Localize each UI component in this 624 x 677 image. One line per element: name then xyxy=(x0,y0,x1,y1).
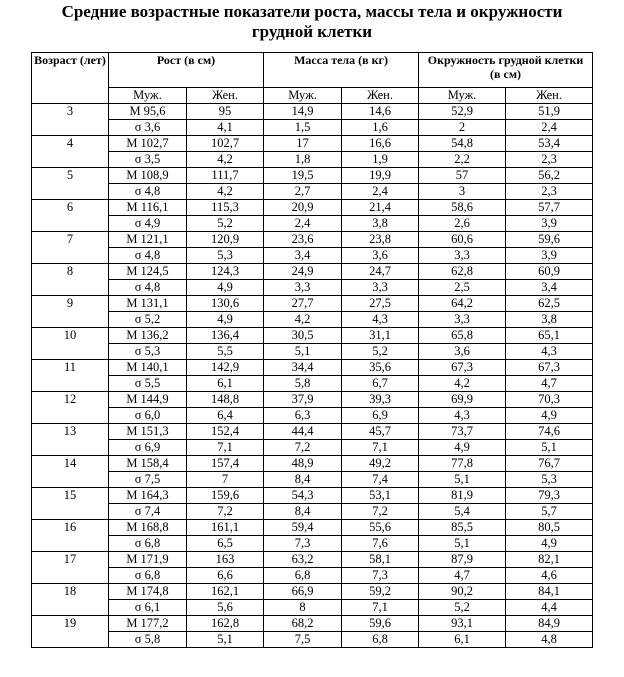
mean-cell: 59,2 xyxy=(342,584,419,600)
mean-cell: М 121,1 xyxy=(109,232,187,248)
mean-cell: 14,6 xyxy=(342,104,419,120)
table-row xyxy=(32,168,593,184)
mean-cell: 53,4 xyxy=(506,136,593,152)
sd-cell: σ 7,4 xyxy=(109,504,187,520)
mean-cell: 124,3 xyxy=(187,264,264,280)
sd-cell: σ 4,8 xyxy=(109,248,187,264)
table-row xyxy=(32,360,593,376)
mean-cell: 159,6 xyxy=(187,488,264,504)
sd-cell: 2,2 xyxy=(419,152,506,168)
mean-cell: 58,1 xyxy=(342,552,419,568)
sd-cell: 3,8 xyxy=(342,216,419,232)
table-row xyxy=(32,248,593,264)
sd-cell: 1,8 xyxy=(264,152,342,168)
mean-cell: 57,7 xyxy=(506,200,593,216)
sd-cell: σ 5,3 xyxy=(109,344,187,360)
mean-cell: 81,9 xyxy=(419,488,506,504)
mean-cell: 60,9 xyxy=(506,264,593,280)
age-cell: 12 xyxy=(32,392,109,424)
sd-cell: 3,9 xyxy=(506,248,593,264)
mean-cell: М 131,1 xyxy=(109,296,187,312)
mean-cell: 152,4 xyxy=(187,424,264,440)
mean-cell: 17 xyxy=(264,136,342,152)
table-row xyxy=(32,104,593,120)
sd-cell: 1,6 xyxy=(342,120,419,136)
mean-cell: 84,9 xyxy=(506,616,593,632)
mean-cell: М 102,7 xyxy=(109,136,187,152)
mean-cell: 57 xyxy=(419,168,506,184)
age-cell: 6 xyxy=(32,200,109,232)
sd-cell: 3,4 xyxy=(506,280,593,296)
table-row xyxy=(32,488,593,504)
mean-cell: 82,1 xyxy=(506,552,593,568)
sd-cell: 3,3 xyxy=(419,312,506,328)
sd-cell: 5,1 xyxy=(506,440,593,456)
age-cell: 18 xyxy=(32,584,109,616)
sd-cell: σ 4,8 xyxy=(109,184,187,200)
header-chest: Окружность грудной клетки (в см) xyxy=(419,53,593,88)
mean-cell: 34,4 xyxy=(264,360,342,376)
table-row xyxy=(32,424,593,440)
sd-cell: σ 3,5 xyxy=(109,152,187,168)
age-cell: 3 xyxy=(32,104,109,136)
mean-cell: 55,6 xyxy=(342,520,419,536)
table-row xyxy=(32,280,593,296)
sd-cell: 8 xyxy=(264,600,342,616)
table-row xyxy=(32,328,593,344)
sd-cell: 5,3 xyxy=(506,472,593,488)
sd-cell: 5,3 xyxy=(187,248,264,264)
sd-cell: 2,3 xyxy=(506,184,593,200)
mean-cell: 115,3 xyxy=(187,200,264,216)
sd-cell: 4,3 xyxy=(506,344,593,360)
mean-cell: 56,2 xyxy=(506,168,593,184)
sd-cell: 2,7 xyxy=(264,184,342,200)
table-row xyxy=(32,536,593,552)
sd-cell: 5,2 xyxy=(342,344,419,360)
sd-cell: 4,9 xyxy=(187,280,264,296)
mean-cell: 19,9 xyxy=(342,168,419,184)
mean-cell: 21,4 xyxy=(342,200,419,216)
sd-cell: σ 6,9 xyxy=(109,440,187,456)
table-row xyxy=(32,200,593,216)
mean-cell: 63,2 xyxy=(264,552,342,568)
mean-cell: 54,8 xyxy=(419,136,506,152)
age-cell: 13 xyxy=(32,424,109,456)
mean-cell: 24,7 xyxy=(342,264,419,280)
sd-cell: σ 3,6 xyxy=(109,120,187,136)
header-row xyxy=(32,53,593,88)
mean-cell: М 144,9 xyxy=(109,392,187,408)
mean-cell: 84,1 xyxy=(506,584,593,600)
mean-cell: М 136,2 xyxy=(109,328,187,344)
sub-header-cell: Жен. xyxy=(506,88,593,104)
sd-cell: 2,5 xyxy=(419,280,506,296)
table-row xyxy=(32,600,593,616)
mean-cell: 53,1 xyxy=(342,488,419,504)
sd-cell: 6,1 xyxy=(419,632,506,648)
table-row xyxy=(32,552,593,568)
mean-cell: 102,7 xyxy=(187,136,264,152)
mean-cell: 74,6 xyxy=(506,424,593,440)
mean-cell: 19,5 xyxy=(264,168,342,184)
sd-cell: 3,9 xyxy=(506,216,593,232)
mean-cell: 59,6 xyxy=(342,616,419,632)
mean-cell: 76,7 xyxy=(506,456,593,472)
mean-cell: М 168,8 xyxy=(109,520,187,536)
mean-cell: 161,1 xyxy=(187,520,264,536)
sd-cell: 2,4 xyxy=(506,120,593,136)
sd-cell: 6,7 xyxy=(342,376,419,392)
sd-cell: 4,9 xyxy=(187,312,264,328)
age-cell: 4 xyxy=(32,136,109,168)
sd-cell: 8,4 xyxy=(264,472,342,488)
header-weight: Масса тела (в кг) xyxy=(264,53,419,88)
age-cell: 10 xyxy=(32,328,109,360)
table-row xyxy=(32,632,593,648)
mean-cell: 66,9 xyxy=(264,584,342,600)
sd-cell: 5,1 xyxy=(419,536,506,552)
table-row xyxy=(32,376,593,392)
table-row xyxy=(32,392,593,408)
mean-cell: 31,1 xyxy=(342,328,419,344)
sd-cell: 3,3 xyxy=(342,280,419,296)
sd-cell: 4,4 xyxy=(506,600,593,616)
table-row xyxy=(32,264,593,280)
mean-cell: 16,6 xyxy=(342,136,419,152)
sd-cell: σ 4,9 xyxy=(109,216,187,232)
table-row xyxy=(32,408,593,424)
age-cell: 9 xyxy=(32,296,109,328)
sd-cell: 5,2 xyxy=(187,216,264,232)
mean-cell: 14,9 xyxy=(264,104,342,120)
sd-cell: 5,6 xyxy=(187,600,264,616)
sd-cell: 7,5 xyxy=(264,632,342,648)
mean-cell: 58,6 xyxy=(419,200,506,216)
sd-cell: 4,3 xyxy=(419,408,506,424)
mean-cell: 59,4 xyxy=(264,520,342,536)
mean-cell: 70,3 xyxy=(506,392,593,408)
sd-cell: 4,2 xyxy=(419,376,506,392)
mean-cell: 23,6 xyxy=(264,232,342,248)
sd-cell: σ 5,8 xyxy=(109,632,187,648)
mean-cell: М 116,1 xyxy=(109,200,187,216)
sd-cell: 7,4 xyxy=(342,472,419,488)
sd-cell: 3,8 xyxy=(506,312,593,328)
mean-cell: 20,9 xyxy=(264,200,342,216)
sd-cell: 5,1 xyxy=(187,632,264,648)
mean-cell: М 108,9 xyxy=(109,168,187,184)
mean-cell: М 151,3 xyxy=(109,424,187,440)
age-cell: 5 xyxy=(32,168,109,200)
sd-cell: 2 xyxy=(419,120,506,136)
mean-cell: 62,8 xyxy=(419,264,506,280)
sd-cell: σ 4,8 xyxy=(109,280,187,296)
table-row xyxy=(32,152,593,168)
sd-cell: σ 6,8 xyxy=(109,568,187,584)
table-row xyxy=(32,216,593,232)
sd-cell: σ 6,1 xyxy=(109,600,187,616)
sd-cell: 4,2 xyxy=(187,184,264,200)
table-row xyxy=(32,520,593,536)
age-cell: 16 xyxy=(32,520,109,552)
mean-cell: 65,1 xyxy=(506,328,593,344)
sd-cell: 7,6 xyxy=(342,536,419,552)
title-line-2: грудной клетки xyxy=(251,22,373,41)
mean-cell: 23,8 xyxy=(342,232,419,248)
sd-cell: 4,6 xyxy=(506,568,593,584)
mean-cell: 35,6 xyxy=(342,360,419,376)
sd-cell: 3,6 xyxy=(419,344,506,360)
sd-cell: 4,3 xyxy=(342,312,419,328)
sd-cell: 5,8 xyxy=(264,376,342,392)
mean-cell: М 95,6 xyxy=(109,104,187,120)
sd-cell: 4,7 xyxy=(506,376,593,392)
sd-cell: 3,3 xyxy=(419,248,506,264)
table-row xyxy=(32,616,593,632)
table-row xyxy=(32,472,593,488)
sd-cell: 7,2 xyxy=(264,440,342,456)
mean-cell: М 124,5 xyxy=(109,264,187,280)
mean-cell: 77,8 xyxy=(419,456,506,472)
sub-header-cell: Муж. xyxy=(264,88,342,104)
mean-cell: М 158,4 xyxy=(109,456,187,472)
sd-cell: 6,1 xyxy=(187,376,264,392)
table-row xyxy=(32,184,593,200)
sd-cell: 4,9 xyxy=(506,408,593,424)
mean-cell: 44,4 xyxy=(264,424,342,440)
sd-cell: σ 5,5 xyxy=(109,376,187,392)
table-row xyxy=(32,584,593,600)
page-title xyxy=(0,2,624,42)
sd-cell: 5,2 xyxy=(419,600,506,616)
mean-cell: 51,9 xyxy=(506,104,593,120)
mean-cell: 27,5 xyxy=(342,296,419,312)
mean-cell: М 174,8 xyxy=(109,584,187,600)
sd-cell: σ 6,0 xyxy=(109,408,187,424)
mean-cell: М 140,1 xyxy=(109,360,187,376)
mean-cell: 48,9 xyxy=(264,456,342,472)
mean-cell: 80,5 xyxy=(506,520,593,536)
sd-cell: σ 6,8 xyxy=(109,536,187,552)
cut-off-text xyxy=(31,668,592,677)
sd-cell: 6,8 xyxy=(342,632,419,648)
age-cell: 7 xyxy=(32,232,109,264)
sd-cell: 4,1 xyxy=(187,120,264,136)
table-row xyxy=(32,568,593,584)
mean-cell: 45,7 xyxy=(342,424,419,440)
sd-cell: 4,9 xyxy=(419,440,506,456)
mean-cell: 87,9 xyxy=(419,552,506,568)
mean-cell: 162,1 xyxy=(187,584,264,600)
mean-cell: М 164,3 xyxy=(109,488,187,504)
sd-cell: σ 5,2 xyxy=(109,312,187,328)
table-row xyxy=(32,440,593,456)
mean-cell: М 177,2 xyxy=(109,616,187,632)
sd-cell: 3,4 xyxy=(264,248,342,264)
sd-cell: 5,1 xyxy=(264,344,342,360)
sd-cell: 2,4 xyxy=(264,216,342,232)
sd-cell: 6,4 xyxy=(187,408,264,424)
mean-cell: М 171,9 xyxy=(109,552,187,568)
mean-cell: 130,6 xyxy=(187,296,264,312)
mean-cell: 60,6 xyxy=(419,232,506,248)
sd-cell: 7,3 xyxy=(264,536,342,552)
table-row xyxy=(32,312,593,328)
mean-cell: 24,9 xyxy=(264,264,342,280)
mean-cell: 64,2 xyxy=(419,296,506,312)
table-row xyxy=(32,456,593,472)
mean-cell: 27,7 xyxy=(264,296,342,312)
sub-header-cell: Жен. xyxy=(342,88,419,104)
mean-cell: 39,3 xyxy=(342,392,419,408)
sd-cell: 1,5 xyxy=(264,120,342,136)
sd-cell: 3 xyxy=(419,184,506,200)
sd-cell: 7,1 xyxy=(342,440,419,456)
mean-cell: 54,3 xyxy=(264,488,342,504)
mean-cell: 136,4 xyxy=(187,328,264,344)
sd-cell: 8,4 xyxy=(264,504,342,520)
mean-cell: 93,1 xyxy=(419,616,506,632)
sub-header-cell: Муж. xyxy=(419,88,506,104)
sub-header-cell: Муж. xyxy=(109,88,187,104)
sd-cell: 1,9 xyxy=(342,152,419,168)
table-row xyxy=(32,504,593,520)
sd-cell: 7 xyxy=(187,472,264,488)
mean-cell: 162,8 xyxy=(187,616,264,632)
mean-cell: 37,9 xyxy=(264,392,342,408)
mean-cell: 65,8 xyxy=(419,328,506,344)
header-height: Рост (в см) xyxy=(109,53,264,88)
mean-cell: 163 xyxy=(187,552,264,568)
mean-cell: 30,5 xyxy=(264,328,342,344)
mean-cell: 52,9 xyxy=(419,104,506,120)
mean-cell: 120,9 xyxy=(187,232,264,248)
sd-cell: 2,6 xyxy=(419,216,506,232)
mean-cell: 73,7 xyxy=(419,424,506,440)
sd-cell: 6,9 xyxy=(342,408,419,424)
table-row xyxy=(32,344,593,360)
header-age: Возраст (лет) xyxy=(32,53,109,104)
mean-cell: 67,3 xyxy=(506,360,593,376)
table-row xyxy=(32,232,593,248)
sd-cell: 5,4 xyxy=(419,504,506,520)
mean-cell: 85,5 xyxy=(419,520,506,536)
sd-cell: 7,1 xyxy=(342,600,419,616)
table-row xyxy=(32,136,593,152)
age-cell: 11 xyxy=(32,360,109,392)
mean-cell: 69,9 xyxy=(419,392,506,408)
age-cell: 14 xyxy=(32,456,109,488)
sub-header-cell: Жен. xyxy=(187,88,264,104)
sd-cell: 4,2 xyxy=(187,152,264,168)
sd-cell: 7,2 xyxy=(342,504,419,520)
mean-cell: 59,6 xyxy=(506,232,593,248)
sd-cell: 4,8 xyxy=(506,632,593,648)
sd-cell: 7,3 xyxy=(342,568,419,584)
sd-cell: 2,4 xyxy=(342,184,419,200)
sd-cell: 5,1 xyxy=(419,472,506,488)
sd-cell: 7,1 xyxy=(187,440,264,456)
sd-cell: 7,2 xyxy=(187,504,264,520)
mean-cell: 111,7 xyxy=(187,168,264,184)
sub-header-row xyxy=(32,88,593,104)
title-line-1: Средние возрастные показатели роста, массы тела и окружности xyxy=(61,2,563,21)
mean-cell: 67,3 xyxy=(419,360,506,376)
growth-table xyxy=(31,52,593,648)
mean-cell: 90,2 xyxy=(419,584,506,600)
mean-cell: 148,8 xyxy=(187,392,264,408)
age-cell: 15 xyxy=(32,488,109,520)
sd-cell: σ 7,5 xyxy=(109,472,187,488)
sd-cell: 5,5 xyxy=(187,344,264,360)
sd-cell: 5,7 xyxy=(506,504,593,520)
mean-cell: 49,2 xyxy=(342,456,419,472)
mean-cell: 68,2 xyxy=(264,616,342,632)
mean-cell: 142,9 xyxy=(187,360,264,376)
sd-cell: 4,2 xyxy=(264,312,342,328)
sd-cell: 6,5 xyxy=(187,536,264,552)
sd-cell: 2,3 xyxy=(506,152,593,168)
mean-cell: 62,5 xyxy=(506,296,593,312)
sd-cell: 4,7 xyxy=(419,568,506,584)
mean-cell: 79,3 xyxy=(506,488,593,504)
table-row xyxy=(32,296,593,312)
mean-cell: 157,4 xyxy=(187,456,264,472)
sd-cell: 6,8 xyxy=(264,568,342,584)
sd-cell: 3,3 xyxy=(264,280,342,296)
sd-cell: 4,9 xyxy=(506,536,593,552)
age-cell: 17 xyxy=(32,552,109,584)
sd-cell: 6,3 xyxy=(264,408,342,424)
sd-cell: 6,6 xyxy=(187,568,264,584)
age-cell: 19 xyxy=(32,616,109,648)
age-cell: 8 xyxy=(32,264,109,296)
mean-cell: 95 xyxy=(187,104,264,120)
table-row xyxy=(32,120,593,136)
sd-cell: 3,6 xyxy=(342,248,419,264)
table-body xyxy=(32,104,593,648)
